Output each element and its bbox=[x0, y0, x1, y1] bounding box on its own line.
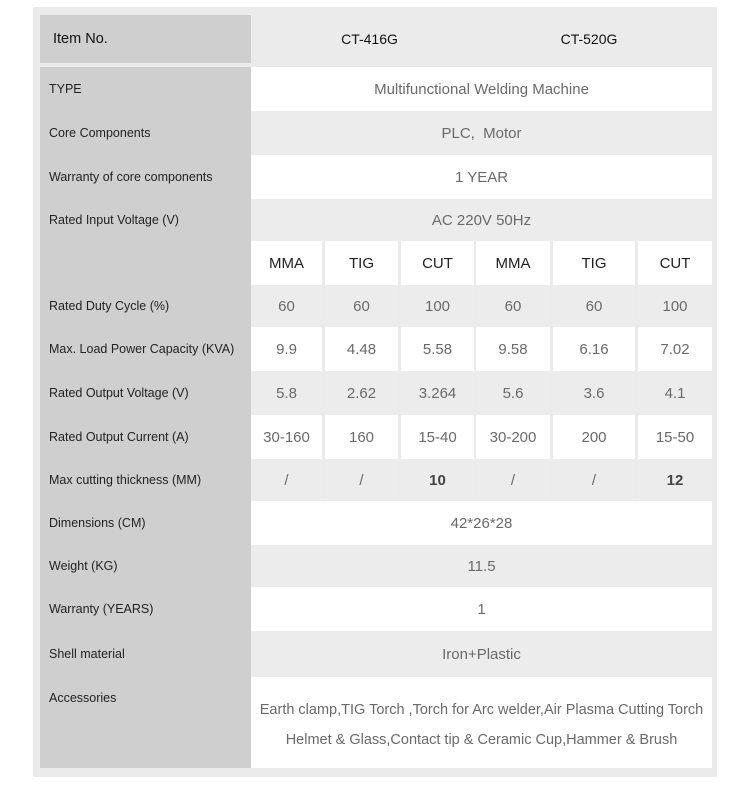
warranty-years-label: Warranty (YEARS) bbox=[40, 587, 251, 631]
cutting-thickness-cell: / bbox=[251, 459, 322, 501]
duty-cycle-cell: 60 bbox=[325, 285, 398, 327]
output-voltage-cell: 2.62 bbox=[325, 371, 398, 415]
output-current-cell: 200 bbox=[553, 415, 635, 459]
output-current-label: Rated Output Current (A) bbox=[40, 415, 251, 459]
core-components-label: Core Components bbox=[40, 111, 251, 155]
type-value: Multifunctional Welding Machine bbox=[251, 67, 712, 111]
cutting-thickness-label: Max cutting thickness (MM) bbox=[40, 459, 251, 501]
output-voltage-cell: 5.6 bbox=[476, 371, 550, 415]
cutting-thickness-cell: / bbox=[476, 459, 550, 501]
duty-cycle-cell: 60 bbox=[553, 285, 635, 327]
duty-cycle-cell: 60 bbox=[476, 285, 550, 327]
dimensions-label: Dimensions (CM) bbox=[40, 501, 251, 545]
output-voltage-cell: 3.264 bbox=[401, 371, 474, 415]
mode-cell: TIG bbox=[553, 241, 635, 285]
mode-cell: TIG bbox=[325, 241, 398, 285]
dimensions-value: 42*26*28 bbox=[251, 501, 712, 545]
shell-material-value: Iron+Plastic bbox=[251, 631, 712, 677]
cutting-thickness-cell: 12 bbox=[638, 459, 712, 501]
mode-cell: CUT bbox=[401, 241, 474, 285]
accessories-value bbox=[251, 677, 712, 768]
cutting-thickness-cell: / bbox=[553, 459, 635, 501]
accessories-line-1: Earth clamp,TIG Torch ,Torch for Arc welder,Air Plasma Cutting Torch bbox=[259, 702, 704, 718]
output-current-cell: 30-160 bbox=[251, 415, 322, 459]
output-voltage-cell: 5.8 bbox=[251, 371, 322, 415]
warranty-core-label: Warranty of core components bbox=[40, 155, 251, 199]
power-capacity-cell: 9.9 bbox=[251, 327, 322, 371]
warranty-core-value: 1 YEAR bbox=[251, 155, 712, 199]
input-voltage-value: AC 220V 50Hz bbox=[251, 199, 712, 241]
model-b-header: CT-520G bbox=[560, 31, 618, 47]
type-label: TYPE bbox=[40, 67, 251, 111]
output-voltage-label: Rated Output Voltage (V) bbox=[40, 371, 251, 415]
item-no-label: Item No. bbox=[40, 15, 251, 63]
power-capacity-cell: 4.48 bbox=[325, 327, 398, 371]
core-components-value: PLC, Motor bbox=[251, 111, 712, 155]
output-current-cell: 15-50 bbox=[638, 415, 712, 459]
cutting-thickness-cell: 10 bbox=[401, 459, 474, 501]
mode-cell: MMA bbox=[476, 241, 550, 285]
power-capacity-cell: 5.58 bbox=[401, 327, 474, 371]
output-current-cell: 160 bbox=[325, 415, 398, 459]
output-voltage-cell: 4.1 bbox=[638, 371, 712, 415]
weight-label: Weight (KG) bbox=[40, 545, 251, 587]
shell-material-label: Shell material bbox=[40, 631, 251, 677]
warranty-years-value: 1 bbox=[251, 587, 712, 631]
power-capacity-cell: 9.58 bbox=[476, 327, 550, 371]
power-capacity-cell: 7.02 bbox=[638, 327, 712, 371]
output-voltage-cell: 3.6 bbox=[553, 371, 635, 415]
power-capacity-cell: 6.16 bbox=[553, 327, 635, 371]
accessories-label: Accessories bbox=[40, 677, 251, 768]
mode-cell: CUT bbox=[638, 241, 712, 285]
model-a-header: CT-416G bbox=[341, 31, 398, 47]
weight-value: 11.5 bbox=[251, 545, 712, 587]
output-current-cell: 30-200 bbox=[476, 415, 550, 459]
power-capacity-label: Max. Load Power Capacity (KVA) bbox=[40, 327, 251, 371]
cutting-thickness-cell: / bbox=[325, 459, 398, 501]
duty-cycle-cell: 60 bbox=[251, 285, 322, 327]
input-voltage-label: Rated Input Voltage (V) bbox=[40, 199, 251, 241]
output-current-cell: 15-40 bbox=[401, 415, 474, 459]
duty-cycle-label: Rated Duty Cycle (%) bbox=[40, 285, 251, 327]
duty-cycle-cell: 100 bbox=[401, 285, 474, 327]
duty-cycle-cell: 100 bbox=[638, 285, 712, 327]
mode-cell: MMA bbox=[251, 241, 322, 285]
modes-label bbox=[40, 241, 251, 285]
accessories-line-2: Helmet & Glass,Contact tip & Ceramic Cup,Hammer & Brush bbox=[285, 732, 678, 748]
